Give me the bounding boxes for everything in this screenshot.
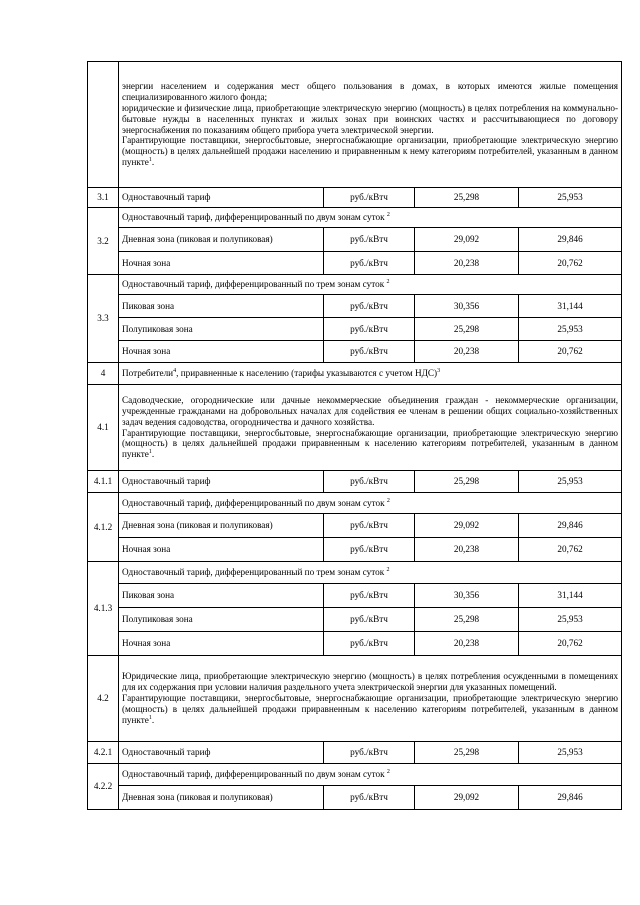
unit: руб./кВтч — [324, 252, 415, 275]
table-row — [88, 252, 622, 275]
table-row — [88, 341, 622, 363]
unit: руб./кВтч — [324, 608, 415, 632]
tariff-name: Дневная зона (пиковая и полупиковая) — [119, 514, 324, 538]
value-period-1: 29,092 — [415, 514, 519, 538]
value-period-2: 20,762 — [519, 538, 622, 562]
table-row — [88, 228, 622, 252]
category-description: энергии населением и содержания мест общего пользования в домах, в которых имеются жилые помещения специализированного жилого фонда; юридические и физические лица, приобретающие электрическую энергию (мощность) в целях потребления на коммунально-бытовые нужды в населенных пунктах и жилых зонах при воинских частях и рассчитывающиеся по договору энергоснабжения по показаниям общего прибора учета электрической энергии. Гарантирующие поставщики, энергосбытовые, энергоснабжающие организации, приобретающие электрическую энергию (мощность) в целях дальнейшей продажи населению и приравненным к нему категориям потребителей, указанным в данном пункте$^1$. — [119, 62, 622, 188]
row-number: 4.1.3 — [88, 562, 119, 656]
tariff-table — [87, 61, 622, 810]
unit: руб./кВтч — [324, 295, 415, 318]
unit: руб./кВтч — [324, 538, 415, 562]
unit: руб./кВтч — [324, 632, 415, 656]
section-title: Одноставочный тариф, дифференцированный по двум зонам суток $^2$ — [119, 764, 622, 786]
value-period-1: 25,298 — [415, 188, 519, 208]
table-row — [88, 656, 622, 742]
table-row — [88, 742, 622, 764]
table-row — [88, 385, 622, 471]
value-period-1: 30,356 — [415, 584, 519, 608]
value-period-2: 20,762 — [519, 252, 622, 275]
tariff-name: Полупиковая зона — [119, 608, 324, 632]
value-period-2: 31,144 — [519, 584, 622, 608]
value-period-2: 20,762 — [519, 341, 622, 363]
row-number-cell — [88, 62, 119, 188]
value-period-2: 25,953 — [519, 318, 622, 341]
unit: руб./кВтч — [324, 318, 415, 341]
tariff-name: Ночная зона — [119, 538, 324, 562]
table-row — [88, 363, 622, 385]
value-period-1: 20,238 — [415, 632, 519, 656]
value-period-1: 25,298 — [415, 742, 519, 764]
unit: руб./кВтч — [324, 228, 415, 252]
value-period-1: 29,092 — [415, 786, 519, 810]
row-number: 3.3 — [88, 275, 119, 363]
unit: руб./кВтч — [324, 341, 415, 363]
row-number: 3.2 — [88, 208, 119, 275]
unit: руб./кВтч — [324, 584, 415, 608]
tariff-name: Одноставочный тариф — [119, 188, 324, 208]
table-row — [88, 208, 622, 228]
tariff-name: Одноставочный тариф — [119, 471, 324, 493]
unit: руб./кВтч — [324, 471, 415, 493]
table-row — [88, 786, 622, 810]
category-description: Садоводческие, огороднические или дачные некоммерческие объединения граждан - некоммерческие организации, учрежденные гражданами на добровольных началах для содействия ее членам в решении общих социально-хозяйственных задач ведения садоводства, огородничества и дачного хозяйства. Гарантирующие поставщики, энергосбытовые, энергоснабжающие организации, приобретающие электрическую энергию (мощность) в целях дальнейшей продажи приравненным к населению категориям потребителей, указанным в данном пункте$^1$. — [119, 385, 622, 471]
table-row — [88, 562, 622, 584]
table-row — [88, 514, 622, 538]
row-number: 4.2 — [88, 656, 119, 742]
table-row — [88, 318, 622, 341]
unit: руб./кВтч — [324, 786, 415, 810]
category-description: Юридические лица, приобретающие электрическую энергию (мощность) в целях потребления осужденными в помещениях для их содержания при условии наличия раздельного учета электрической энергии для указанных помещений. Гарантирующие поставщики, энергосбытовые, энергоснабжающие организации, приобретающие электрическую энергию (мощность) в целях дальнейшей продажи приравненным к населению категориям потребителей, указанным в данном пункте$^1$. — [119, 656, 622, 742]
value-period-2: 25,953 — [519, 608, 622, 632]
tariff-name: Одноставочный тариф — [119, 742, 324, 764]
row-number: 4.1.1 — [88, 471, 119, 493]
row-number: 4.1.2 — [88, 493, 119, 562]
value-period-2: 20,762 — [519, 632, 622, 656]
value-period-1: 20,238 — [415, 252, 519, 275]
section-title: Потребители$^4$, приравненные к населению (тарифы указываются с учетом НДС)$^3$ — [119, 363, 622, 385]
unit: руб./кВтч — [324, 742, 415, 764]
section-title: Одноставочный тариф, дифференцированный по двум зонам суток $^2$ — [119, 493, 622, 514]
value-period-1: 29,092 — [415, 228, 519, 252]
tariff-name: Ночная зона — [119, 252, 324, 275]
section-title: Одноставочный тариф, дифференцированный по двум зонам суток $^2$ — [119, 208, 622, 228]
value-period-2: 29,846 — [519, 514, 622, 538]
table-row — [88, 608, 622, 632]
value-period-1: 30,356 — [415, 295, 519, 318]
table-row — [88, 764, 622, 786]
unit: руб./кВтч — [324, 514, 415, 538]
value-period-2: 29,846 — [519, 228, 622, 252]
value-period-2: 29,846 — [519, 786, 622, 810]
section-title: Одноставочный тариф, дифференцированный по трем зонам суток $^2$ — [119, 562, 622, 584]
tariff-name: Дневная зона (пиковая и полупиковая) — [119, 228, 324, 252]
row-number: 4.1 — [88, 385, 119, 471]
table-row — [88, 188, 622, 208]
tariff-name: Полупиковая зона — [119, 318, 324, 341]
table-row — [88, 584, 622, 608]
tariff-name: Ночная зона — [119, 341, 324, 363]
table-row — [88, 295, 622, 318]
table-row — [88, 538, 622, 562]
value-period-1: 25,298 — [415, 318, 519, 341]
row-number: 4.2.2 — [88, 764, 119, 810]
table-row — [88, 275, 622, 295]
unit: руб./кВтч — [324, 188, 415, 208]
tariff-name: Пиковая зона — [119, 295, 324, 318]
row-number: 4.2.1 — [88, 742, 119, 764]
table-row — [88, 493, 622, 514]
table-row — [88, 471, 622, 493]
value-period-1: 25,298 — [415, 471, 519, 493]
table-row — [88, 632, 622, 656]
value-period-1: 20,238 — [415, 538, 519, 562]
row-number: 3.1 — [88, 188, 119, 208]
tariff-name: Ночная зона — [119, 632, 324, 656]
value-period-2: 25,953 — [519, 742, 622, 764]
section-title: Одноставочный тариф, дифференцированный по трем зонам суток $^2$ — [119, 275, 622, 295]
row-number: 4 — [88, 363, 119, 385]
value-period-1: 25,298 — [415, 608, 519, 632]
value-period-1: 20,238 — [415, 341, 519, 363]
tariff-name: Дневная зона (пиковая и полупиковая) — [119, 786, 324, 810]
value-period-2: 31,144 — [519, 295, 622, 318]
value-period-2: 25,953 — [519, 471, 622, 493]
value-period-2: 25,953 — [519, 188, 622, 208]
table-row — [88, 62, 622, 188]
tariff-name: Пиковая зона — [119, 584, 324, 608]
